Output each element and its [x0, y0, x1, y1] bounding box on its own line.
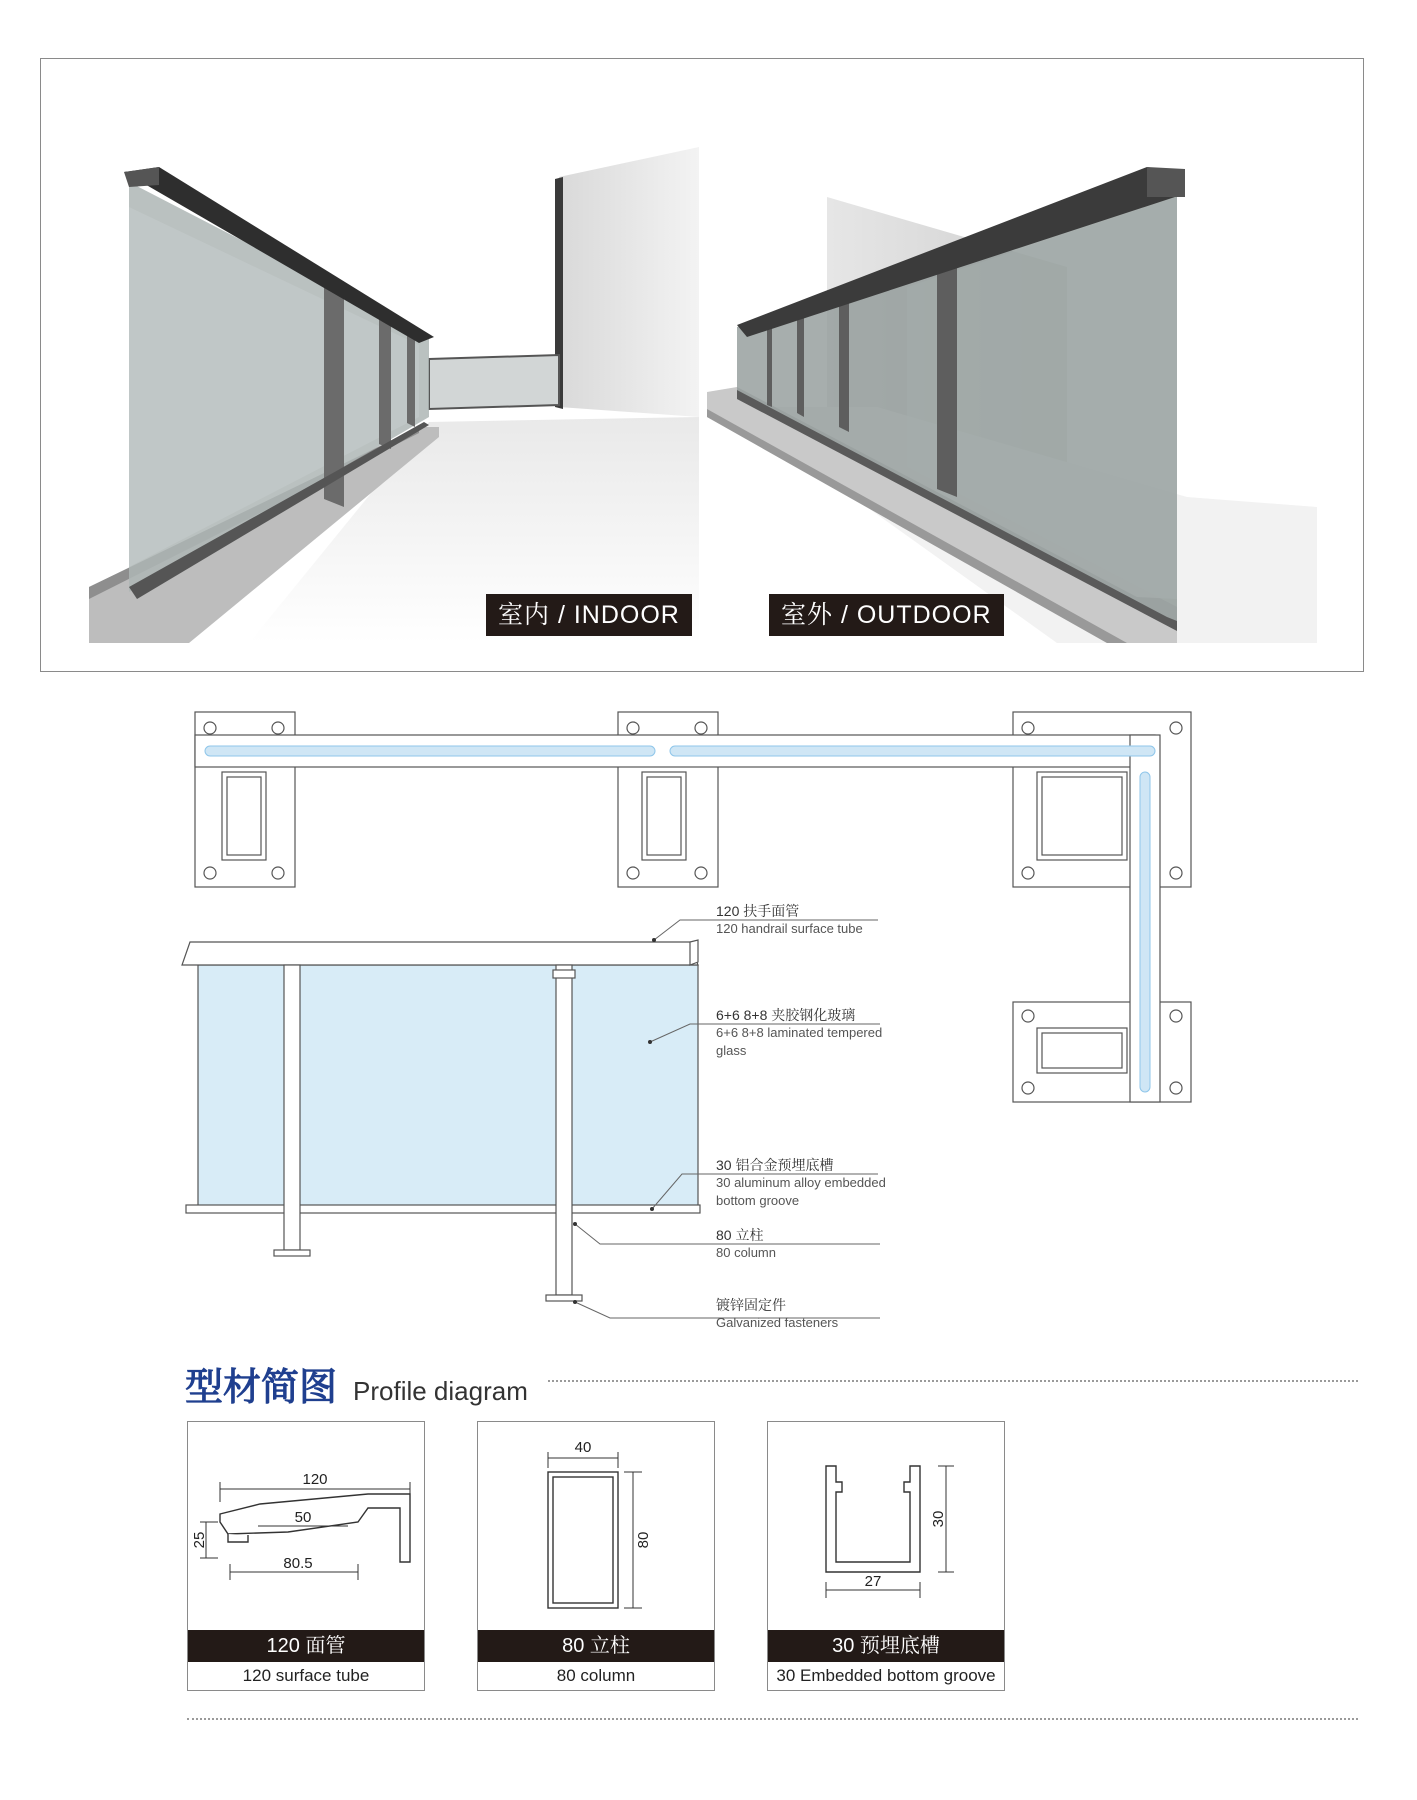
photo-panel — [40, 58, 1364, 672]
profile-name-cn: 120 面管 — [188, 1630, 424, 1662]
bottom-groove-profile-drawing — [768, 1422, 1004, 1630]
plan-post-3 — [1037, 772, 1127, 860]
indoor-caption: 室内 / INDOOR — [486, 594, 692, 636]
profile-card-column — [477, 1421, 715, 1691]
dim-base-label: 80.5 — [283, 1555, 313, 1572]
profile-card-surface-tube — [187, 1421, 425, 1691]
column-profile-drawing — [478, 1422, 714, 1630]
callout-glass: 6+6 8+8 夹胶钢化玻璃 6+6 8+8 laminated tempered glass — [716, 1007, 883, 1058]
plan-post-2 — [642, 772, 686, 860]
dim-width-label: 27 — [864, 1573, 882, 1590]
dim-width-label: 40 — [574, 1439, 592, 1456]
section-title — [185, 1356, 528, 1411]
section-title-cn: 型材简图 — [185, 1365, 338, 1409]
section-title-en: Profile diagram — [353, 1376, 528, 1406]
indoor-railing-render — [89, 87, 699, 643]
profile-card-bottom-groove — [767, 1421, 1005, 1691]
dim-height-label: 25 — [191, 1531, 208, 1549]
dim-width-label: 120 — [302, 1471, 328, 1488]
callout-fasteners: 镀锌固定件 Galvanized fasteners — [716, 1297, 839, 1330]
outdoor-caption: 室外 / OUTDOOR — [769, 594, 1004, 636]
profile-name-cn: 80 立柱 — [478, 1630, 714, 1662]
profile-name-cn: 30 预埋底槽 — [768, 1630, 1004, 1662]
outdoor-railing-render — [707, 87, 1317, 643]
profile-name-en: 30 Embedded bottom groove — [776, 1666, 996, 1685]
callout-column: 80 立柱 80 column — [716, 1227, 776, 1260]
surface-tube-profile-drawing — [188, 1422, 424, 1630]
callout-bottom-groove: 30 铝合金预埋底槽 30 aluminum alloy embedded bottom groove — [716, 1157, 886, 1208]
railing-installation-diagram — [0, 700, 1417, 1340]
plan-post-1 — [222, 772, 266, 860]
dim-height-label: 30 — [930, 1510, 947, 1528]
title-dotted-rule — [548, 1380, 1358, 1382]
profile-name-en: 120 surface tube — [242, 1666, 370, 1685]
profile-name-en: 80 column — [556, 1666, 636, 1685]
bottom-dotted-rule — [187, 1718, 1358, 1720]
callout-handrail: 120 扶手面管 120 handrail surface tube — [716, 903, 863, 936]
dim-inner-label: 50 — [294, 1509, 312, 1526]
dim-height-label: 80 — [635, 1531, 652, 1549]
plan-post-4 — [1037, 1028, 1127, 1073]
